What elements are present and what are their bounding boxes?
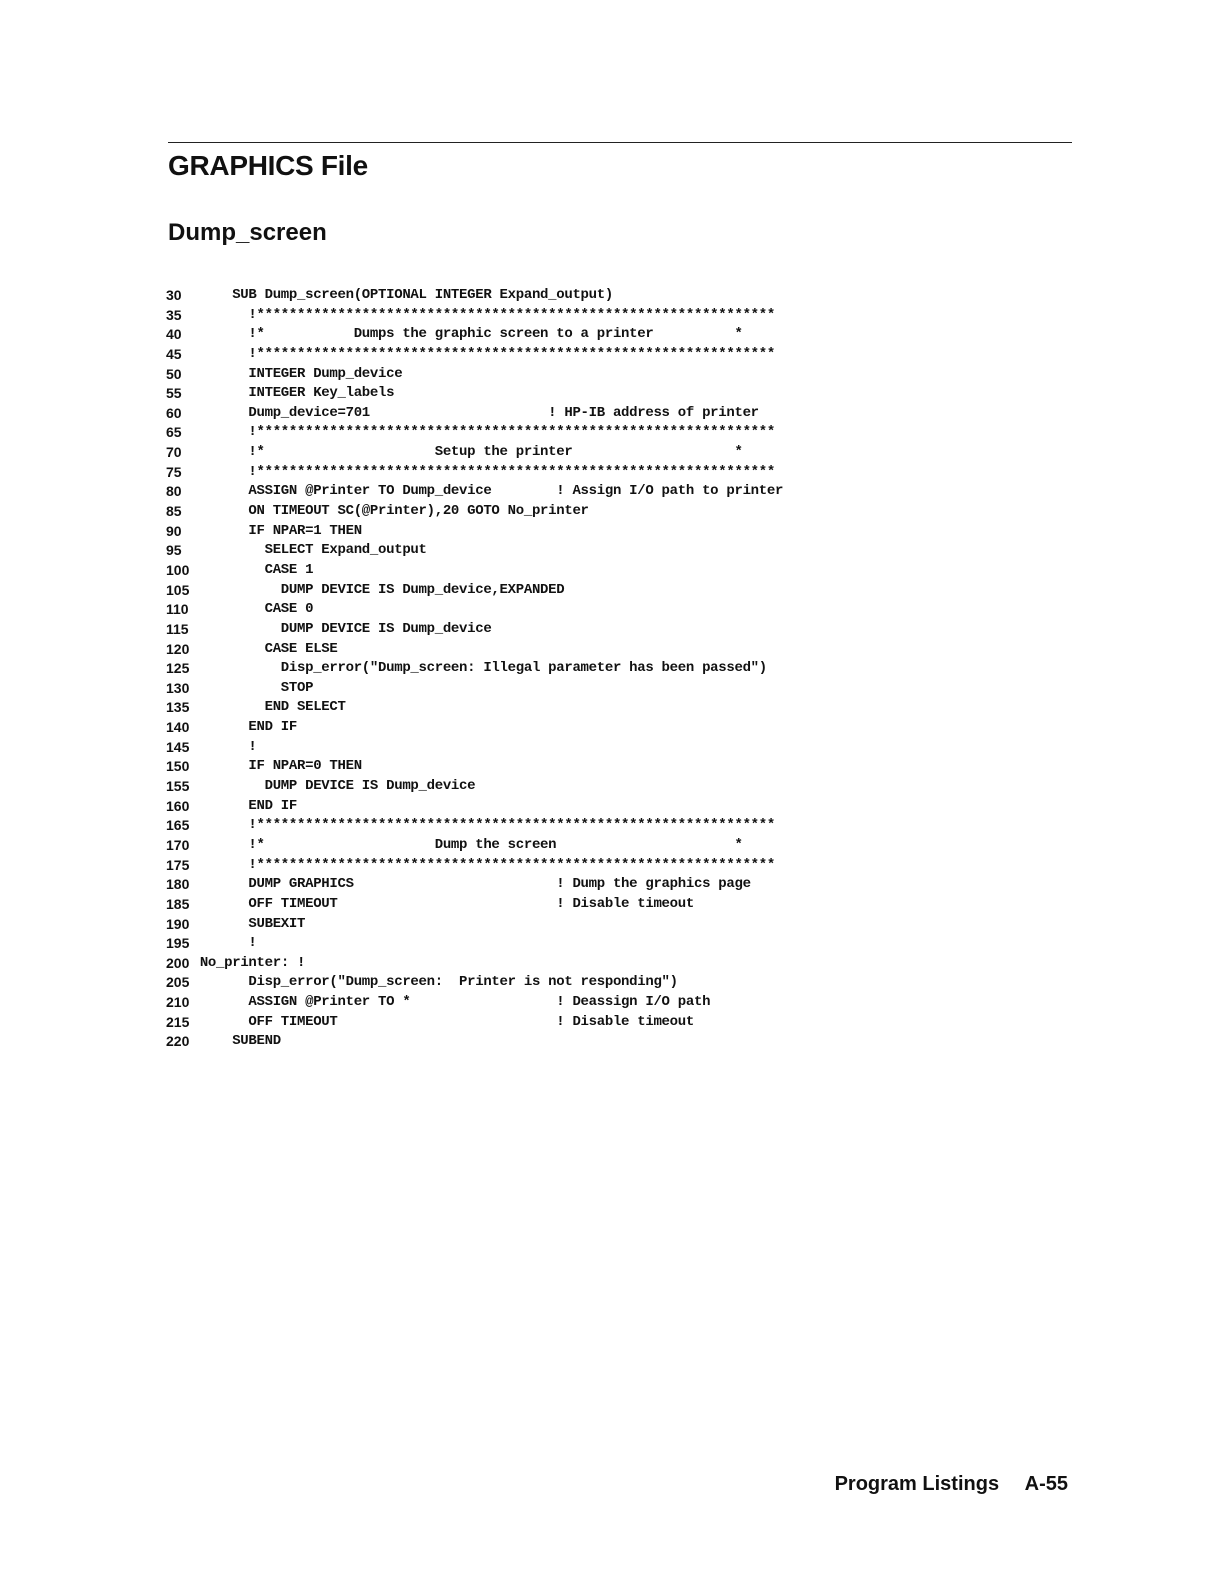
code-text: Disp_error("Dump_screen: Illegal parameter has been passed"): [280, 660, 767, 677]
code-line: [166, 640, 826, 660]
code-line: [166, 620, 826, 640]
code-text: SUBEND: [232, 1033, 281, 1050]
code-line: [166, 816, 826, 836]
code-line: [166, 659, 826, 679]
line-number: 30: [166, 287, 182, 303]
line-number: 135: [166, 699, 190, 716]
code-line: [166, 443, 826, 463]
code-line: [166, 836, 826, 856]
code-line: [166, 482, 826, 502]
code-text: !****************************************************************: [248, 306, 775, 323]
line-number: 115: [166, 620, 189, 637]
code-line: [166, 973, 826, 993]
code-line: [166, 797, 826, 817]
code-line: [166, 561, 826, 581]
code-text: !: [248, 738, 257, 755]
line-number: 95: [166, 542, 182, 559]
section-title: Dump_screen: [168, 219, 327, 246]
code-text: STOP: [280, 679, 314, 696]
code-line: [166, 345, 826, 365]
line-number: 125: [166, 660, 190, 677]
code-text: OFF TIMEOUT ! Disable timeout: [248, 1013, 694, 1030]
code-text: ON TIMEOUT SC(@Printer),20 GOTO No_printer: [248, 503, 589, 520]
code-text: DUMP DEVICE IS Dump_device: [264, 778, 476, 795]
code-line: [166, 718, 826, 738]
code-text: INTEGER Dump_device: [248, 365, 403, 382]
line-number: 50: [166, 365, 182, 382]
line-number: 180: [166, 876, 190, 893]
page-number: A-55: [1024, 1473, 1068, 1495]
line-number: 150: [166, 758, 190, 775]
code-text: !: [248, 935, 257, 952]
code-line: [166, 286, 826, 306]
code-text: !* Dumps the graphic screen to a printer *: [248, 326, 743, 343]
line-number: 195: [166, 935, 190, 952]
code-line: [166, 1013, 826, 1033]
header-rule: [168, 142, 1072, 143]
code-line: [166, 875, 826, 895]
line-number: 190: [166, 915, 190, 932]
code-line: [166, 365, 826, 385]
line-number: 60: [166, 404, 182, 421]
line-number: 75: [166, 463, 182, 480]
code-line: [166, 423, 826, 443]
line-number: 120: [166, 640, 190, 657]
code-text: ASSIGN @Printer TO * ! Deassign I/O path: [248, 994, 711, 1011]
code-text: SELECT Expand_output: [264, 542, 427, 559]
line-number: 220: [166, 1033, 190, 1050]
code-line: [166, 915, 826, 935]
line-number: 130: [166, 679, 190, 696]
code-text: SUBEXIT: [248, 915, 306, 932]
code-text: !* Dump the screen *: [248, 836, 743, 853]
code-line: [166, 541, 826, 561]
code-line: [166, 954, 826, 974]
line-number: 90: [166, 522, 182, 539]
line-number: 55: [166, 385, 182, 402]
code-text: DUMP DEVICE IS Dump_device: [280, 620, 492, 637]
code-text: CASE 1: [264, 561, 314, 578]
line-number: 160: [166, 797, 190, 814]
code-line: [166, 325, 826, 345]
line-number: 155: [166, 778, 190, 795]
code-line: [166, 306, 826, 326]
line-number: 65: [166, 424, 182, 441]
code-line: [166, 581, 826, 601]
code-text: No_printer: !: [199, 954, 306, 971]
code-text: Dump_device=701 ! HP-IB address of printer: [248, 404, 759, 421]
code-line: [166, 738, 826, 758]
line-number: 185: [166, 895, 190, 912]
code-line: [166, 522, 826, 542]
code-text: END IF: [248, 797, 297, 814]
line-number: 105: [166, 581, 190, 598]
code-line: [166, 777, 826, 797]
code-line: [166, 463, 826, 483]
line-number: 140: [166, 719, 190, 736]
code-text: !****************************************************************: [248, 345, 775, 362]
line-number: 100: [166, 561, 190, 578]
code-text: END IF: [248, 719, 297, 736]
code-text: Disp_error("Dump_screen: Printer is not responding"): [248, 974, 678, 991]
code-text: !* Setup the printer *: [248, 444, 743, 461]
line-number: 35: [166, 306, 182, 323]
line-number: 85: [166, 503, 182, 520]
code-text: !****************************************************************: [248, 463, 775, 480]
program-listing: [166, 286, 826, 1052]
code-text: OFF TIMEOUT ! Disable timeout: [248, 895, 694, 912]
code-text: CASE ELSE: [264, 640, 338, 657]
code-text: END SELECT: [264, 699, 346, 716]
code-line: [166, 384, 826, 404]
code-line: [166, 856, 826, 876]
code-line: [166, 698, 826, 718]
footer-section-label: Program Listings: [834, 1473, 1000, 1495]
line-number: 200: [166, 954, 190, 971]
line-number: 45: [166, 345, 182, 362]
line-number: 215: [166, 1013, 190, 1030]
line-number: 145: [166, 738, 190, 755]
code-line: [166, 934, 826, 954]
line-number: 70: [166, 444, 182, 461]
code-text: DUMP GRAPHICS ! Dump the graphics page: [248, 876, 751, 893]
code-line: [166, 1032, 826, 1052]
code-line: [166, 993, 826, 1013]
code-text: CASE 0: [264, 601, 314, 618]
line-number: 175: [166, 856, 190, 873]
code-line: [166, 404, 826, 424]
code-text: INTEGER Key_labels: [248, 385, 395, 402]
line-number: 210: [166, 994, 190, 1011]
code-line: [166, 757, 826, 777]
line-number: 170: [166, 836, 190, 853]
line-number: 110: [166, 601, 189, 618]
line-number: 205: [166, 974, 190, 991]
code-text: IF NPAR=1 THEN: [248, 522, 362, 539]
code-line: [166, 895, 826, 915]
code-text: SUB Dump_screen(OPTIONAL INTEGER Expand_output): [232, 287, 613, 303]
code-line: [166, 600, 826, 620]
code-text: ASSIGN @Printer TO Dump_device ! Assign I/O path to printer: [248, 483, 784, 500]
code-text: !****************************************************************: [248, 817, 775, 834]
code-text: DUMP DEVICE IS Dump_device,EXPANDED: [280, 581, 565, 598]
code-text: IF NPAR=0 THEN: [248, 758, 362, 775]
line-number: 40: [166, 326, 182, 343]
line-number: 165: [166, 817, 190, 834]
line-number: 80: [166, 483, 182, 500]
file-title: GRAPHICS File: [168, 150, 368, 181]
code-text: !****************************************************************: [248, 856, 775, 873]
code-text: !****************************************************************: [248, 424, 775, 441]
code-line: [166, 502, 826, 522]
page-footer: [835, 1470, 1068, 1498]
code-line: [166, 679, 826, 699]
